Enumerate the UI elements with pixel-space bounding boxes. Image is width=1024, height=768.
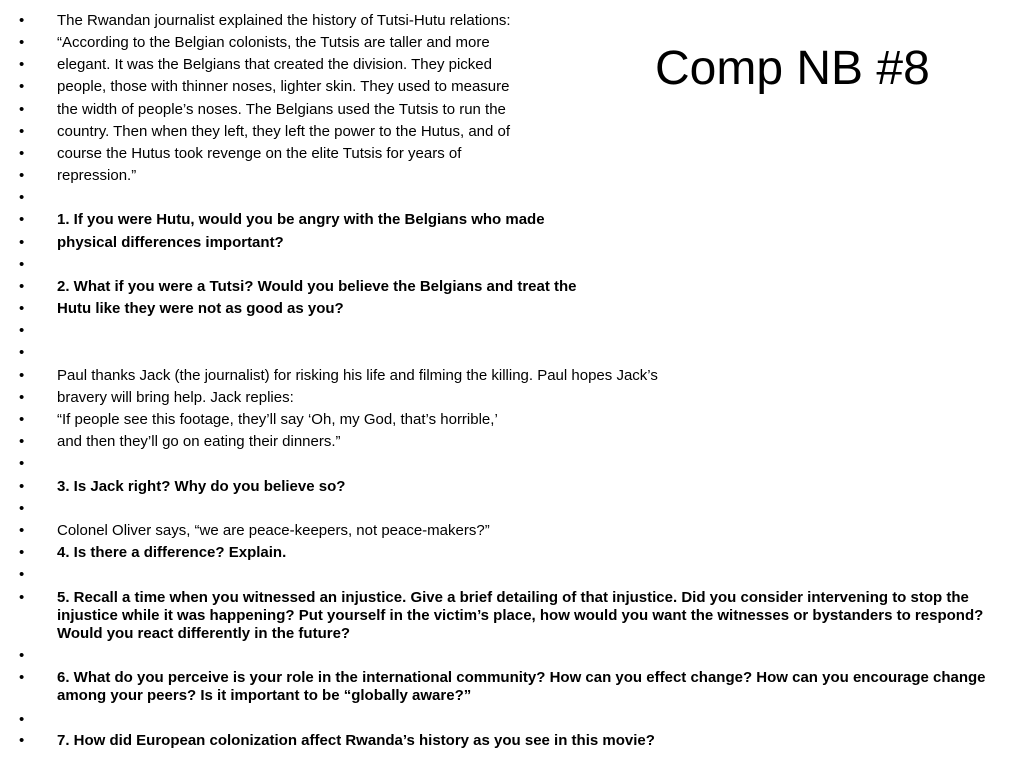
bullet-dot: • bbox=[19, 234, 25, 251]
bullet-text: “According to the Belgian colonists, the Tutsis are taller and more bbox=[57, 34, 490, 51]
bullet-dot: • bbox=[19, 367, 25, 384]
bullet-dot: • bbox=[19, 278, 25, 295]
bullet-text: 4. Is there a difference? Explain. bbox=[57, 544, 287, 561]
bullet-text: 1. If you were Hutu, would you be angry with the Belgians who made bbox=[57, 211, 545, 228]
bullet-dot: • bbox=[19, 211, 25, 228]
bullet-dot: • bbox=[19, 732, 25, 749]
bullet-text: Colonel Oliver says, “we are peace-keepers, not peace-makers?” bbox=[57, 522, 490, 539]
bullet-text: country. Then when they left, they left the power to the Hutus, and of bbox=[57, 123, 511, 140]
bullet-text: 6. What do you perceive is your role in the international community? How can you effect change? How can you encourage change among your peers? Is it important to be “globally aware?” bbox=[57, 669, 986, 704]
bullet-dot: • bbox=[19, 56, 25, 73]
bullet-dot: • bbox=[19, 522, 25, 539]
bullet-dot: • bbox=[19, 433, 25, 450]
bullet-text: physical differences important? bbox=[57, 234, 284, 251]
bullet-text: 5. Recall a time when you witnessed an injustice. Give a brief detailing of that injustice. Did you consider intervening to stop the injustice while it was happening? Put yourself in the victim’s place, how would you want the witnesses or bystanders to respond? Would you react differently in the future? bbox=[57, 589, 984, 642]
bullet-dot: • bbox=[19, 711, 25, 728]
bullet-text: Paul thanks Jack (the journalist) for risking his life and filming the killing. Paul hopes Jack’s bbox=[57, 367, 658, 384]
bullet-dot: • bbox=[19, 101, 25, 118]
bullet-text: and then they’ll go on eating their dinners.” bbox=[57, 433, 341, 450]
bullet-dot: • bbox=[19, 544, 25, 561]
bullet-dot: • bbox=[19, 344, 25, 361]
bullet-text: 7. How did European colonization affect Rwanda’s history as you see in this movie? bbox=[57, 732, 655, 749]
slide-title: Comp NB #8 bbox=[655, 42, 930, 95]
bullet-dot: • bbox=[19, 167, 25, 184]
bullet-dot: • bbox=[19, 566, 25, 583]
bullet-dot: • bbox=[19, 389, 25, 406]
bullet-text: The Rwandan journalist explained the history of Tutsi-Hutu relations: bbox=[57, 12, 511, 29]
bullet-dot: • bbox=[19, 189, 25, 206]
bullet-text: people, those with thinner noses, lighter skin. They used to measure bbox=[57, 78, 510, 95]
bullet-dot: • bbox=[19, 500, 25, 517]
bullet-dot: • bbox=[19, 669, 25, 686]
bullet-text: “If people see this footage, they’ll say ‘Oh, my God, that’s horrible,’ bbox=[57, 411, 498, 428]
bullet-text: the width of people’s noses. The Belgians used the Tutsis to run the bbox=[57, 101, 506, 118]
bullet-dot: • bbox=[19, 78, 25, 95]
bullet-dot: • bbox=[19, 411, 25, 428]
bullet-text: Hutu like they were not as good as you? bbox=[57, 300, 344, 317]
bullet-text: elegant. It was the Belgians that created the division. They picked bbox=[57, 56, 492, 73]
bullet-dot: • bbox=[19, 256, 25, 273]
bullet-dot: • bbox=[19, 589, 25, 606]
bullet-dot: • bbox=[19, 647, 25, 664]
bullet-text: course the Hutus took revenge on the elite Tutsis for years of bbox=[57, 145, 462, 162]
bullet-dot: • bbox=[19, 478, 25, 495]
bullet-dot: • bbox=[19, 12, 25, 29]
bullet-dot: • bbox=[19, 145, 25, 162]
bullet-text: bravery will bring help. Jack replies: bbox=[57, 389, 294, 406]
bullet-dot: • bbox=[19, 123, 25, 140]
bullet-dot: • bbox=[19, 455, 25, 472]
bullet-dot: • bbox=[19, 300, 25, 317]
bullet-text: 2. What if you were a Tutsi? Would you believe the Belgians and treat the bbox=[57, 278, 577, 295]
bullet-text: repression.” bbox=[57, 167, 137, 184]
bullet-dot: • bbox=[19, 34, 25, 51]
bullet-text: 3. Is Jack right? Why do you believe so? bbox=[57, 478, 346, 495]
bullet-dot: • bbox=[19, 322, 25, 339]
